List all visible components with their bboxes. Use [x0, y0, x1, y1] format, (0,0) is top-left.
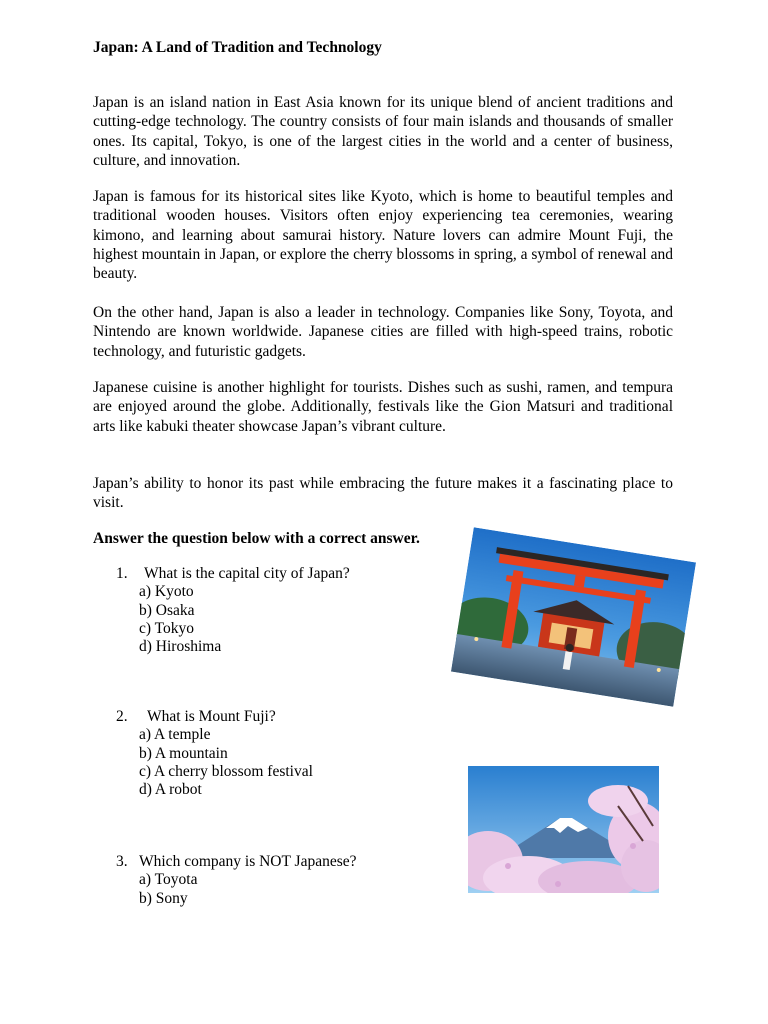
question-1	[116, 565, 350, 656]
mount-fuji-photo	[468, 766, 659, 893]
question-text: Which company is NOT Japanese?	[139, 853, 357, 870]
answer-option: b) A mountain	[139, 744, 228, 762]
answer-option: d) Hiroshima	[139, 638, 222, 656]
question-number: 1.	[116, 565, 128, 582]
torii-gate-photo	[451, 527, 696, 706]
question-2	[116, 708, 313, 799]
answer-option: a) Toyota	[139, 871, 198, 889]
torii-gate-illustration	[451, 527, 696, 706]
quiz-instruction: Answer the question below with a correct answer.	[93, 530, 420, 547]
question-text: What is Mount Fuji?	[147, 708, 276, 725]
paragraph-conclusion: Japan’s ability to honor its past while embracing the future makes it a fascinating place to visit.	[93, 475, 673, 512]
answer-option: a) A temple	[139, 726, 211, 744]
answer-option: c) Tokyo	[139, 619, 195, 637]
paragraph-history: Japan is famous for its historical sites like Kyoto, which is home to beautiful temples and traditional wooden houses. Visitors often enjoy experiencing tea ceremonies, wearing kimono, and learning about samurai history. Nature lovers can admire Mount Fuji, the highest mountain in Japan, or explore the cherry blossoms in spring, a symbol of renewal and beauty.	[93, 188, 673, 283]
answer-option: a) Kyoto	[139, 583, 194, 601]
paragraph-technology: On the other hand, Japan is also a leader in technology. Companies like Sony, Toyota, and Nintendo are known worldwide. Japanese cities are filled with high-speed trains, robotic technology, and futuristic gadgets.	[93, 304, 673, 360]
question-number: 3.	[116, 853, 128, 870]
question-3	[116, 853, 357, 908]
paragraph-cuisine: Japanese cuisine is another highlight for tourists. Dishes such as sushi, ramen, and tempura are enjoyed around the globe. Additionally, festivals like the Gion Matsuri and traditional arts like kabuki theater showcase Japan’s vibrant culture.	[93, 379, 673, 435]
paragraph-intro: Japan is an island nation in East Asia known for its unique blend of ancient traditions and cutting-edge technology. The country consists of four main islands and thousands of smaller ones. Its capital, Tokyo, is one of the largest cities in the world and a center of business, culture, and innovation.	[93, 94, 673, 169]
document-title: Japan: A Land of Tradition and Technology	[93, 39, 382, 56]
answer-option: d) A robot	[139, 781, 202, 799]
answer-option: b) Sony	[139, 889, 188, 907]
question-text: What is the capital city of Japan?	[144, 565, 350, 582]
answer-option: b) Osaka	[139, 601, 195, 619]
answer-option: c) A cherry blossom festival	[139, 762, 313, 780]
mount-fuji-illustration	[468, 766, 659, 893]
question-number: 2.	[116, 708, 128, 725]
